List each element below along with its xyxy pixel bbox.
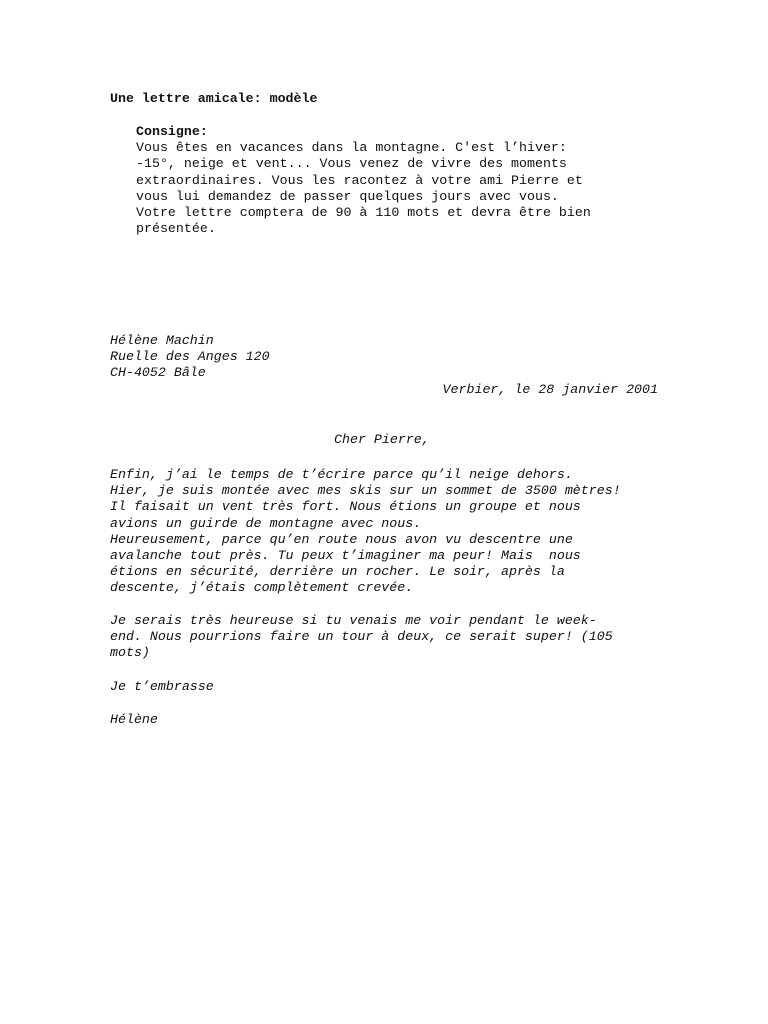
paragraph-line: avalanche tout près. Tu peux t’imaginer ma peur! Mais nous: [110, 548, 581, 564]
consigne-line: vous lui demandez de passer quelques jours avec vous.: [136, 188, 559, 204]
document-title: Une lettre amicale: modèle: [110, 91, 318, 106]
sender-name: Hélène Machin: [110, 333, 214, 348]
consigne-label: Consigne:: [136, 124, 208, 139]
paragraph-line: end. Nous pourrions faire un tour à deux, ce serait super! (105: [110, 629, 613, 645]
consigne-line: extraordinaires. Vous les racontez à votre ami Pierre et: [136, 172, 583, 188]
paragraph-line: Hier, je suis montée avec mes skis sur un sommet de 3500 mètres!: [110, 483, 621, 499]
paragraph-line: Heureusement, parce qu’en route nous avon vu descentre une: [110, 531, 573, 547]
paragraph-line: Il faisait un vent très fort. Nous étions un groupe et nous: [110, 499, 581, 515]
letter-paragraph-1: [110, 467, 621, 597]
consigne-line: -15°, neige et vent... Vous venez de vivre des moments: [136, 156, 567, 172]
letter-paragraph-2: [110, 613, 613, 662]
consigne-line: Vous êtes en vacances dans la montagne. C'est l’hiver:: [136, 140, 567, 156]
sender-city: CH-4052 Bâle: [110, 365, 206, 381]
letter-closing: Je t’embrasse: [110, 679, 214, 694]
paragraph-line: Je serais très heureuse si tu venais me voir pendant le week-: [110, 613, 597, 628]
sender-address: [110, 333, 270, 382]
consigne-line: présentée.: [136, 221, 216, 237]
paragraph-line: descente, j’étais complètement crevée.: [110, 580, 414, 596]
paragraph-line: mots): [110, 645, 150, 661]
paragraph-line: avions un guirde de montagne avec nous.: [110, 515, 422, 531]
sender-street: Ruelle des Anges 120: [110, 349, 270, 365]
consigne-block: [136, 124, 591, 237]
paragraph-line: Enfin, j’ai le temps de t’écrire parce qu’il neige dehors.: [110, 467, 573, 482]
consigne-line: Votre lettre comptera de 90 à 110 mots et devra être bien: [136, 205, 591, 221]
paragraph-line: étions en sécurité, derrière un rocher. Le soir, après la: [110, 564, 565, 580]
place-and-date: Verbier, le 28 janvier 2001: [442, 382, 658, 397]
letter-greeting: Cher Pierre,: [334, 432, 430, 447]
letter-signature: Hélène: [110, 712, 158, 727]
